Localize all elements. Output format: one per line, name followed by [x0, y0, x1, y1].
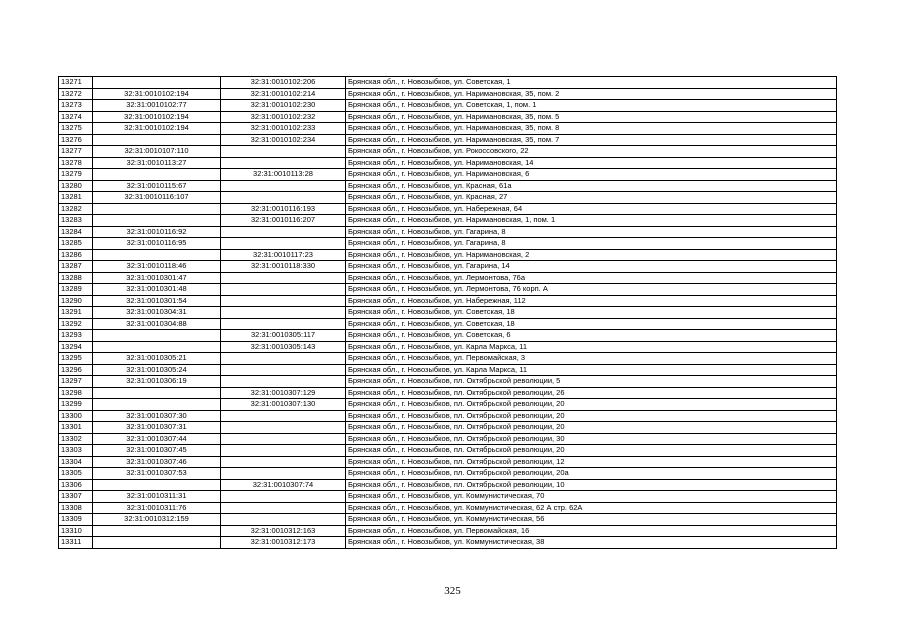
cadastral-number-cell: 32:31:0010102:232	[221, 111, 346, 123]
table-row	[59, 77, 837, 89]
cadastral-number-cell	[93, 525, 221, 537]
cadastral-number-cell	[221, 295, 346, 307]
row-number-cell: 13298	[59, 387, 93, 399]
table-row	[59, 157, 837, 169]
cadastral-number-cell: 32:31:0010307:31	[93, 422, 221, 434]
cadastral-number-cell: 32:31:0010307:130	[221, 399, 346, 411]
address-cell: Брянская обл., г. Новозыбков, ул. Красная, 27	[346, 192, 837, 204]
cadastral-number-cell	[221, 422, 346, 434]
cadastral-number-cell: 32:31:0010305:24	[93, 364, 221, 376]
table-row	[59, 514, 837, 526]
table-row	[59, 387, 837, 399]
cadastral-number-cell: 32:31:0010311:31	[93, 491, 221, 503]
cadastral-number-cell	[221, 433, 346, 445]
row-number-cell: 13303	[59, 445, 93, 457]
row-number-cell: 13285	[59, 238, 93, 250]
address-cell: Брянская обл., г. Новозыбков, пл. Октябрьской революции, 20	[346, 410, 837, 422]
address-cell: Брянская обл., г. Новозыбков, пл. Октябрьской революции, 30	[346, 433, 837, 445]
row-number-cell: 13282	[59, 203, 93, 215]
cadastral-number-cell: 32:31:0010304:88	[93, 318, 221, 330]
table-row	[59, 491, 837, 503]
cadastral-number-cell	[221, 456, 346, 468]
table-row	[59, 123, 837, 135]
address-cell: Брянская обл., г. Новозыбков, ул. Советская, 18	[346, 307, 837, 319]
cadastral-number-cell	[93, 134, 221, 146]
address-cell: Брянская обл., г. Новозыбков, ул. Советская, 1	[346, 77, 837, 89]
cadastral-number-cell: 32:31:0010115:67	[93, 180, 221, 192]
cadastral-number-cell	[221, 468, 346, 480]
cadastral-number-cell: 32:31:0010102:206	[221, 77, 346, 89]
cadastral-number-cell: 32:31:0010117:23	[221, 249, 346, 261]
table-row	[59, 468, 837, 480]
row-number-cell: 13308	[59, 502, 93, 514]
address-cell: Брянская обл., г. Новозыбков, ул. Советская, 6	[346, 330, 837, 342]
cadastral-number-cell	[93, 169, 221, 181]
table-row	[59, 410, 837, 422]
cadastral-number-cell	[221, 157, 346, 169]
table-row	[59, 330, 837, 342]
table-row	[59, 88, 837, 100]
address-cell: Брянская обл., г. Новозыбков, ул. Рокоссовского, 22	[346, 146, 837, 158]
row-number-cell: 13290	[59, 295, 93, 307]
table-row	[59, 180, 837, 192]
address-cell: Брянская обл., г. Новозыбков, ул. Советская, 18	[346, 318, 837, 330]
page-number: 325	[444, 585, 461, 597]
row-number-cell: 13273	[59, 100, 93, 112]
table-row	[59, 238, 837, 250]
address-cell: Брянская обл., г. Новозыбков, ул. Красная, 61а	[346, 180, 837, 192]
cadastral-number-cell	[221, 284, 346, 296]
address-cell: Брянская обл., г. Новозыбков, ул. Первомайская, 3	[346, 353, 837, 365]
row-number-cell: 13272	[59, 88, 93, 100]
row-number-cell: 13280	[59, 180, 93, 192]
table-row	[59, 433, 837, 445]
table-row	[59, 422, 837, 434]
row-number-cell: 13299	[59, 399, 93, 411]
row-number-cell: 13301	[59, 422, 93, 434]
cadastral-number-cell: 32:31:0010107:110	[93, 146, 221, 158]
row-number-cell: 13294	[59, 341, 93, 353]
cadastral-number-cell	[221, 226, 346, 238]
cadastral-number-cell: 32:31:0010113:28	[221, 169, 346, 181]
cadastral-number-cell: 32:31:0010304:31	[93, 307, 221, 319]
table-row	[59, 249, 837, 261]
cadastral-number-cell	[221, 410, 346, 422]
cadastral-number-cell	[93, 537, 221, 549]
row-number-cell: 13311	[59, 537, 93, 549]
cadastral-number-cell	[221, 146, 346, 158]
address-cell: Брянская обл., г. Новозыбков, пл. Октябрьской революции, 20	[346, 422, 837, 434]
address-cell: Брянская обл., г. Новозыбков, пл. Октябрьской революции, 12	[346, 456, 837, 468]
cadastral-number-cell	[221, 445, 346, 457]
cadastral-number-cell: 32:31:0010116:207	[221, 215, 346, 227]
cadastral-number-cell	[221, 376, 346, 388]
cadastral-number-cell: 32:31:0010102:77	[93, 100, 221, 112]
cadastral-number-cell: 32:31:0010301:54	[93, 295, 221, 307]
address-cell: Брянская обл., г. Новозыбков, пл. Октябрьской революции, 26	[346, 387, 837, 399]
row-number-cell: 13291	[59, 307, 93, 319]
address-cell: Брянская обл., г. Новозыбков, пл. Октябрьской революции, 20	[346, 399, 837, 411]
row-number-cell: 13295	[59, 353, 93, 365]
table-row	[59, 353, 837, 365]
cadastral-number-cell: 32:31:0010113:27	[93, 157, 221, 169]
cadastral-number-cell: 32:31:0010307:44	[93, 433, 221, 445]
row-number-cell: 13307	[59, 491, 93, 503]
address-cell: Брянская обл., г. Новозыбков, ул. Лермонтова, 76а	[346, 272, 837, 284]
address-cell: Брянская обл., г. Новозыбков, ул. Наримановская, 35, пом. 7	[346, 134, 837, 146]
cadastral-number-cell	[93, 203, 221, 215]
cadastral-number-cell: 32:31:0010102:194	[93, 123, 221, 135]
table-row	[59, 399, 837, 411]
row-number-cell: 13293	[59, 330, 93, 342]
cadastral-number-cell	[93, 341, 221, 353]
address-cell: Брянская обл., г. Новозыбков, ул. Коммунистическая, 62 А стр. 62А	[346, 502, 837, 514]
cadastral-number-cell	[221, 238, 346, 250]
row-number-cell: 13281	[59, 192, 93, 204]
cadastral-number-cell: 32:31:0010102:230	[221, 100, 346, 112]
address-cell: Брянская обл., г. Новозыбков, ул. Карла Маркса, 11	[346, 364, 837, 376]
table-body	[59, 77, 837, 549]
table-row	[59, 261, 837, 273]
row-number-cell: 13302	[59, 433, 93, 445]
address-cell: Брянская обл., г. Новозыбков, пл. Октябрьской революции, 20а	[346, 468, 837, 480]
cadastral-number-cell	[221, 272, 346, 284]
table-row	[59, 307, 837, 319]
cadastral-number-cell: 32:31:0010116:193	[221, 203, 346, 215]
cadastral-number-cell: 32:31:0010118:330	[221, 261, 346, 273]
address-cell: Брянская обл., г. Новозыбков, ул. Наримановская, 2	[346, 249, 837, 261]
address-cell: Брянская обл., г. Новозыбков, ул. Коммунистическая, 70	[346, 491, 837, 503]
row-number-cell: 13297	[59, 376, 93, 388]
address-cell: Брянская обл., г. Новозыбков, ул. Наримановская, 35, пом. 2	[346, 88, 837, 100]
cadastral-number-cell	[221, 491, 346, 503]
table-row	[59, 364, 837, 376]
row-number-cell: 13287	[59, 261, 93, 273]
table-row	[59, 479, 837, 491]
cadastral-number-cell	[221, 353, 346, 365]
table-row	[59, 226, 837, 238]
cadastral-number-cell: 32:31:0010102:233	[221, 123, 346, 135]
cadastral-number-cell	[221, 514, 346, 526]
table-row	[59, 146, 837, 158]
table-row	[59, 203, 837, 215]
cadastral-number-cell: 32:31:0010301:48	[93, 284, 221, 296]
cadastral-number-cell	[93, 215, 221, 227]
row-number-cell: 13276	[59, 134, 93, 146]
row-number-cell: 13286	[59, 249, 93, 261]
row-number-cell: 13306	[59, 479, 93, 491]
address-cell: Брянская обл., г. Новозыбков, ул. Первомайская, 16	[346, 525, 837, 537]
address-cell: Брянская обл., г. Новозыбков, ул. Коммунистическая, 38	[346, 537, 837, 549]
cadastral-number-cell: 32:31:0010307:74	[221, 479, 346, 491]
address-cell: Брянская обл., г. Новозыбков, ул. Гагарина, 14	[346, 261, 837, 273]
address-cell: Брянская обл., г. Новозыбков, ул. Советская, 1, пом. 1	[346, 100, 837, 112]
table-row	[59, 445, 837, 457]
row-number-cell: 13279	[59, 169, 93, 181]
row-number-cell: 13300	[59, 410, 93, 422]
table-row	[59, 376, 837, 388]
address-cell: Брянская обл., г. Новозыбков, ул. Набережная, 64	[346, 203, 837, 215]
address-cell: Брянская обл., г. Новозыбков, ул. Наримановская, 14	[346, 157, 837, 169]
address-cell: Брянская обл., г. Новозыбков, ул. Коммунистическая, 56	[346, 514, 837, 526]
table-row	[59, 192, 837, 204]
row-number-cell: 13310	[59, 525, 93, 537]
cadastral-number-cell: 32:31:0010102:194	[93, 88, 221, 100]
cadastral-number-cell: 32:31:0010307:45	[93, 445, 221, 457]
cadastral-number-cell: 32:31:0010116:107	[93, 192, 221, 204]
cadastral-number-cell	[221, 192, 346, 204]
cadastral-number-cell: 32:31:0010306:19	[93, 376, 221, 388]
cadastral-number-cell	[221, 364, 346, 376]
table-row	[59, 295, 837, 307]
row-number-cell: 13277	[59, 146, 93, 158]
row-number-cell: 13292	[59, 318, 93, 330]
row-number-cell: 13304	[59, 456, 93, 468]
table-row	[59, 318, 837, 330]
table-row	[59, 272, 837, 284]
cadastral-number-cell	[221, 318, 346, 330]
table-row	[59, 502, 837, 514]
address-cell: Брянская обл., г. Новозыбков, ул. Наримановская, 35, пом. 8	[346, 123, 837, 135]
cadastral-table	[58, 76, 837, 549]
table-row	[59, 537, 837, 549]
table-row	[59, 525, 837, 537]
cadastral-number-cell: 32:31:0010301:47	[93, 272, 221, 284]
table-row	[59, 134, 837, 146]
table-row	[59, 100, 837, 112]
cadastral-number-cell	[93, 330, 221, 342]
address-cell: Брянская обл., г. Новозыбков, ул. Наримановская, 1, пом. 1	[346, 215, 837, 227]
cadastral-number-cell	[93, 249, 221, 261]
cadastral-number-cell: 32:31:0010312:173	[221, 537, 346, 549]
row-number-cell: 13284	[59, 226, 93, 238]
address-cell: Брянская обл., г. Новозыбков, пл. Октябрьской революции, 20	[346, 445, 837, 457]
cadastral-number-cell: 32:31:0010307:129	[221, 387, 346, 399]
cadastral-number-cell: 32:31:0010102:194	[93, 111, 221, 123]
row-number-cell: 13283	[59, 215, 93, 227]
table-row	[59, 284, 837, 296]
cadastral-number-cell: 32:31:0010116:92	[93, 226, 221, 238]
table-row	[59, 341, 837, 353]
cadastral-number-cell	[221, 307, 346, 319]
row-number-cell: 13278	[59, 157, 93, 169]
row-number-cell: 13275	[59, 123, 93, 135]
cadastral-number-cell: 32:31:0010312:159	[93, 514, 221, 526]
address-cell: Брянская обл., г. Новозыбков, ул. Лермонтова, 76 корп. А	[346, 284, 837, 296]
address-cell: Брянская обл., г. Новозыбков, ул. Гагарина, 8	[346, 226, 837, 238]
table-row	[59, 111, 837, 123]
row-number-cell: 13305	[59, 468, 93, 480]
address-cell: Брянская обл., г. Новозыбков, ул. Гагарина, 8	[346, 238, 837, 250]
cadastral-number-cell: 32:31:0010305:117	[221, 330, 346, 342]
row-number-cell: 13288	[59, 272, 93, 284]
row-number-cell: 13289	[59, 284, 93, 296]
table-row	[59, 169, 837, 181]
address-cell: Брянская обл., г. Новозыбков, ул. Наримановская, 6	[346, 169, 837, 181]
row-number-cell: 13309	[59, 514, 93, 526]
address-cell: Брянская обл., г. Новозыбков, пл. Октябрьской революции, 10	[346, 479, 837, 491]
cadastral-number-cell	[93, 479, 221, 491]
cadastral-number-cell: 32:31:0010102:234	[221, 134, 346, 146]
cadastral-number-cell: 32:31:0010102:214	[221, 88, 346, 100]
cadastral-number-cell: 32:31:0010311:76	[93, 502, 221, 514]
cadastral-number-cell	[93, 77, 221, 89]
address-cell: Брянская обл., г. Новозыбков, ул. Наримановская, 35, пом. 5	[346, 111, 837, 123]
row-number-cell: 13296	[59, 364, 93, 376]
cadastral-number-cell: 32:31:0010118:46	[93, 261, 221, 273]
cadastral-number-cell: 32:31:0010307:53	[93, 468, 221, 480]
cadastral-number-cell	[221, 502, 346, 514]
cadastral-number-cell: 32:31:0010307:30	[93, 410, 221, 422]
table-row	[59, 456, 837, 468]
row-number-cell: 13271	[59, 77, 93, 89]
cadastral-number-cell: 32:31:0010312:163	[221, 525, 346, 537]
cadastral-number-cell: 32:31:0010305:21	[93, 353, 221, 365]
cadastral-number-cell	[221, 180, 346, 192]
row-number-cell: 13274	[59, 111, 93, 123]
address-cell: Брянская обл., г. Новозыбков, ул. Карла Маркса, 11	[346, 341, 837, 353]
address-cell: Брянская обл., г. Новозыбков, пл. Октябрьской революции, 5	[346, 376, 837, 388]
cadastral-number-cell: 32:31:0010307:46	[93, 456, 221, 468]
cadastral-number-cell	[93, 399, 221, 411]
cadastral-number-cell	[93, 387, 221, 399]
cadastral-number-cell: 32:31:0010116:95	[93, 238, 221, 250]
table-row	[59, 215, 837, 227]
address-cell: Брянская обл., г. Новозыбков, ул. Набережная, 112	[346, 295, 837, 307]
cadastral-number-cell: 32:31:0010305:143	[221, 341, 346, 353]
